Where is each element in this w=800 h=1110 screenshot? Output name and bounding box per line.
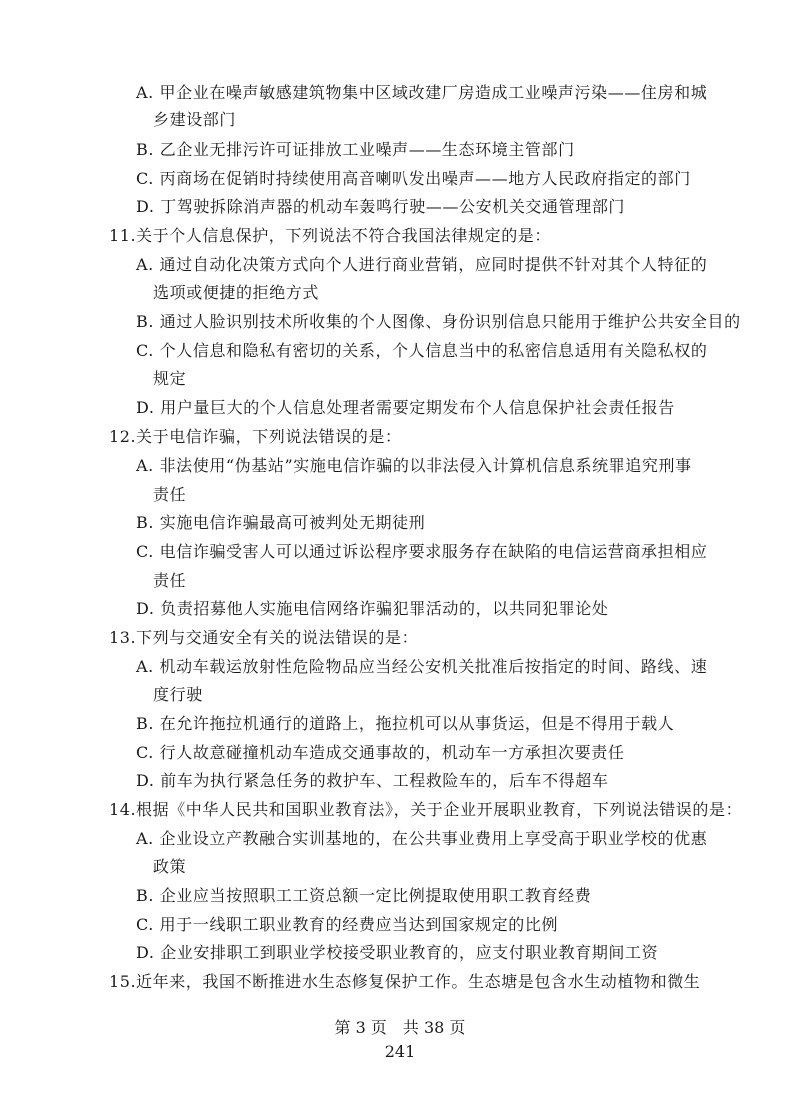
- q12-option-a-line2: 责任: [153, 485, 187, 504]
- q14-number: 14.: [109, 800, 137, 819]
- q14-option-c: C. 用于一线职工职业教育的经费应当达到国家规定的比例: [136, 915, 559, 934]
- q15-number: 15.: [109, 972, 137, 991]
- q14-option-a-line1: A. 企业设立产教融合实训基地的，在公共事业费用上享受高于职业学校的优惠: [136, 829, 708, 848]
- q12-option-b: B. 实施电信诈骗最高可被判处无期徒刑: [136, 513, 426, 532]
- q13-option-c: C. 行人故意碰撞机动车造成交通事故的，机动车一方承担次要责任: [136, 743, 625, 762]
- q12-stem: 关于电信诈骗，下列说法错误的是：: [136, 427, 402, 446]
- q13-stem: 下列与交通安全有关的说法错误的是：: [136, 628, 419, 647]
- q11-option-c-line1: C. 个人信息和隐私有密切的关系，个人信息当中的私密信息适用有关隐私权的: [136, 341, 708, 360]
- q14-option-a-line2: 政策: [153, 857, 187, 876]
- q13-option-d: D. 前车为执行紧急任务的救护车、工程救险车的，后车不得超车: [136, 771, 609, 790]
- q11-option-d: D. 用户量巨大的个人信息处理者需要定期发布个人信息保护社会责任报告: [136, 398, 675, 417]
- q13-option-a-line1: A. 机动车载运放射性危险物品应当经公安机关批准后按指定的时间、路线、速: [136, 657, 708, 676]
- q10-option-a-line1: A. 甲企业在噪声敏感建筑物集中区域改建厂房造成工业噪声污染——住房和城: [136, 83, 708, 102]
- q11-option-a-line1: A. 通过自动化决策方式向个人进行商业营销，应同时提供不针对其个人特征的: [136, 255, 708, 274]
- q11-option-b: B. 通过人脸识别技术所收集的个人图像、身份识别信息只能用于维护公共安全目的: [136, 312, 741, 331]
- page-info: 第 3 页 共 38 页: [334, 1018, 466, 1037]
- q10-option-c: C. 丙商场在促销时持续使用高音喇叭发出噪声——地方人民政府指定的部门: [136, 169, 691, 188]
- page-number: 241: [384, 1042, 416, 1061]
- q13-option-b: B. 在允许拖拉机通行的道路上，拖拉机可以从事货运，但是不得用于载人: [136, 714, 675, 733]
- q12-option-a-line1: A. 非法使用“伪基站”实施电信诈骗的以非法侵入计算机信息系统罪追究刑事: [136, 456, 692, 475]
- q11-option-c-line2: 规定: [153, 369, 187, 388]
- q10-option-d: D. 丁驾驶拆除消声器的机动车轰鸣行驶——公安机关交通管理部门: [136, 197, 626, 216]
- q13-number: 13.: [109, 628, 137, 647]
- q14-option-b: B. 企业应当按照职工工资总额一定比例提取使用职工教育经费: [136, 886, 592, 905]
- q12-number: 12.: [109, 427, 137, 446]
- q13-option-a-line2: 度行驶: [153, 685, 203, 704]
- q10-option-b: B. 乙企业无排污许可证排放工业噪声——生态环境主管部门: [136, 140, 575, 159]
- q15-stem: 近年来，我国不断推进水生态修复保护工作。生态塘是包含水生动植物和微生: [136, 972, 701, 991]
- q11-option-a-line2: 选项或便捷的拒绝方式: [153, 283, 320, 302]
- q11-number: 11.: [109, 226, 137, 245]
- q12-option-c-line1: C. 电信诈骗受害人可以通过诉讼程序要求服务存在缺陷的电信运营商承担相应: [136, 542, 708, 561]
- q10-option-a-line2: 乡建设部门: [153, 110, 237, 129]
- q11-stem: 关于个人信息保护，下列说法不符合我国法律规定的是：: [136, 226, 552, 245]
- q12-option-d: D. 负责招募他人实施电信网络诈骗犯罪活动的，以共同犯罪论处: [136, 599, 609, 618]
- q14-option-d: D. 企业安排职工到职业学校接受职业教育的，应支付职业教育期间工资: [136, 943, 659, 962]
- q12-option-c-line2: 责任: [153, 571, 187, 590]
- q14-stem: 根据《中华人民共和国职业教育法》，关于企业开展职业教育，下列说法错误的是：: [136, 800, 743, 819]
